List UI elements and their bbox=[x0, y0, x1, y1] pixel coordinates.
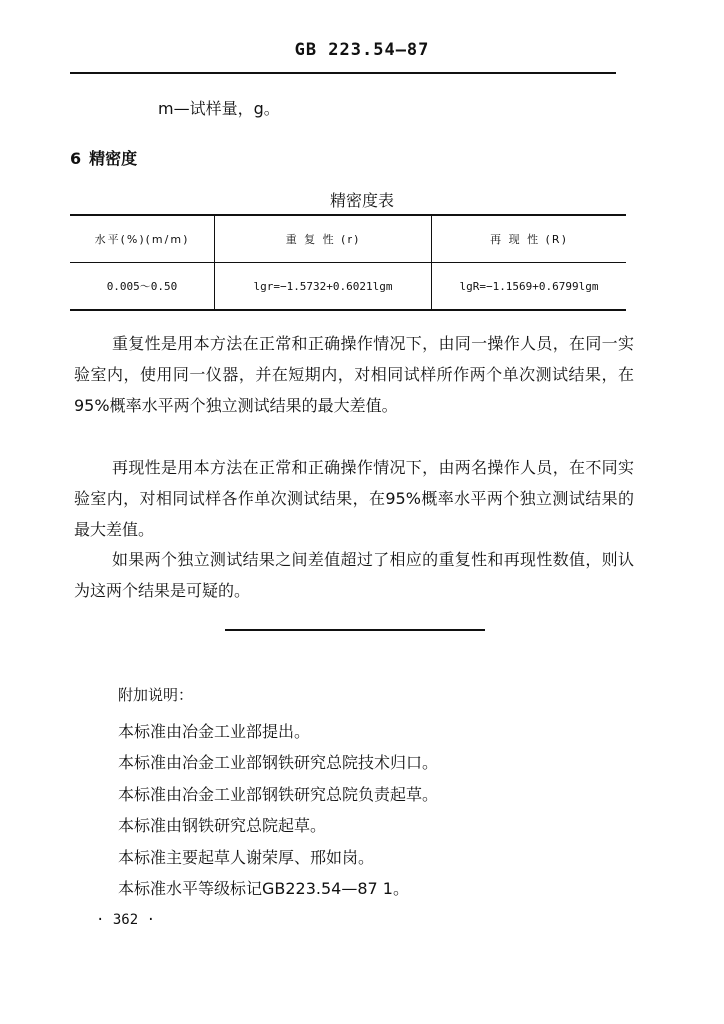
section-heading bbox=[70, 146, 137, 169]
paragraph-repeatability: 重复性是用本方法在正常和正确操作情况下，由同一操作人员，在同一实验室内，使用同一仪器，并在短期内，对相同试样所作两个单次测试结果，在95%概率水平两个独立测试结果的最大差值。 bbox=[74, 334, 634, 415]
list-item: 本标准由冶金工业部钢铁研究总院技术归口。 bbox=[118, 753, 439, 773]
col-header-level: 水平(%)(m/m) bbox=[70, 215, 215, 263]
page-number: · 362 · bbox=[96, 912, 156, 928]
cell-reproducibility-formula: lgR=−1.1569+0.6799lgm bbox=[459, 279, 599, 293]
list-item: 本标准水平等级标记GB223.54—87 1。 bbox=[118, 879, 409, 899]
notes-heading: 附加说明： bbox=[118, 686, 194, 704]
cell-repeatability-formula: lgr=−1.5732+0.6021lgm bbox=[215, 263, 432, 311]
table-title: 精密度表 bbox=[329, 191, 394, 210]
list-item: 本标准主要起草人谢荣厚、邢如岗。 bbox=[118, 847, 375, 867]
section-number: 6 bbox=[70, 149, 82, 168]
cell-level-range: 0.005～0.50 bbox=[70, 263, 215, 311]
paragraph-judgement: 如果两个独立测试结果之间差值超过了相应的重复性和再现性数值，则认为这两个结果是可疑的。 bbox=[74, 550, 634, 600]
variable-definition: m—试样量，g。 bbox=[158, 99, 280, 118]
table-header-row bbox=[70, 215, 626, 263]
table-row bbox=[70, 263, 626, 311]
precision-table bbox=[70, 214, 626, 311]
list-item: 本标准由钢铁研究总院起草。 bbox=[118, 816, 327, 836]
paragraph-reproducibility: 再现性是用本方法在正常和正确操作情况下，由两名操作人员，在不同实验室内，对相同试样各作单次测试结果，在95%概率水平两个独立测试结果的最大差值。 bbox=[74, 458, 634, 539]
list-item: 本标准由冶金工业部钢铁研究总院负责起草。 bbox=[118, 784, 439, 804]
notes-list bbox=[118, 716, 438, 904]
section-divider bbox=[225, 629, 485, 631]
list-item: 本标准由冶金工业部提出。 bbox=[118, 722, 311, 741]
header-divider bbox=[70, 72, 616, 74]
col-header-repeatability: 重 复 性 (r) bbox=[215, 215, 432, 263]
section-title: 精密度 bbox=[89, 149, 138, 168]
page-header-standard-number: GB 223.54—87 bbox=[294, 40, 430, 60]
col-header-reproducibility: 再 现 性 (R) bbox=[490, 233, 568, 246]
